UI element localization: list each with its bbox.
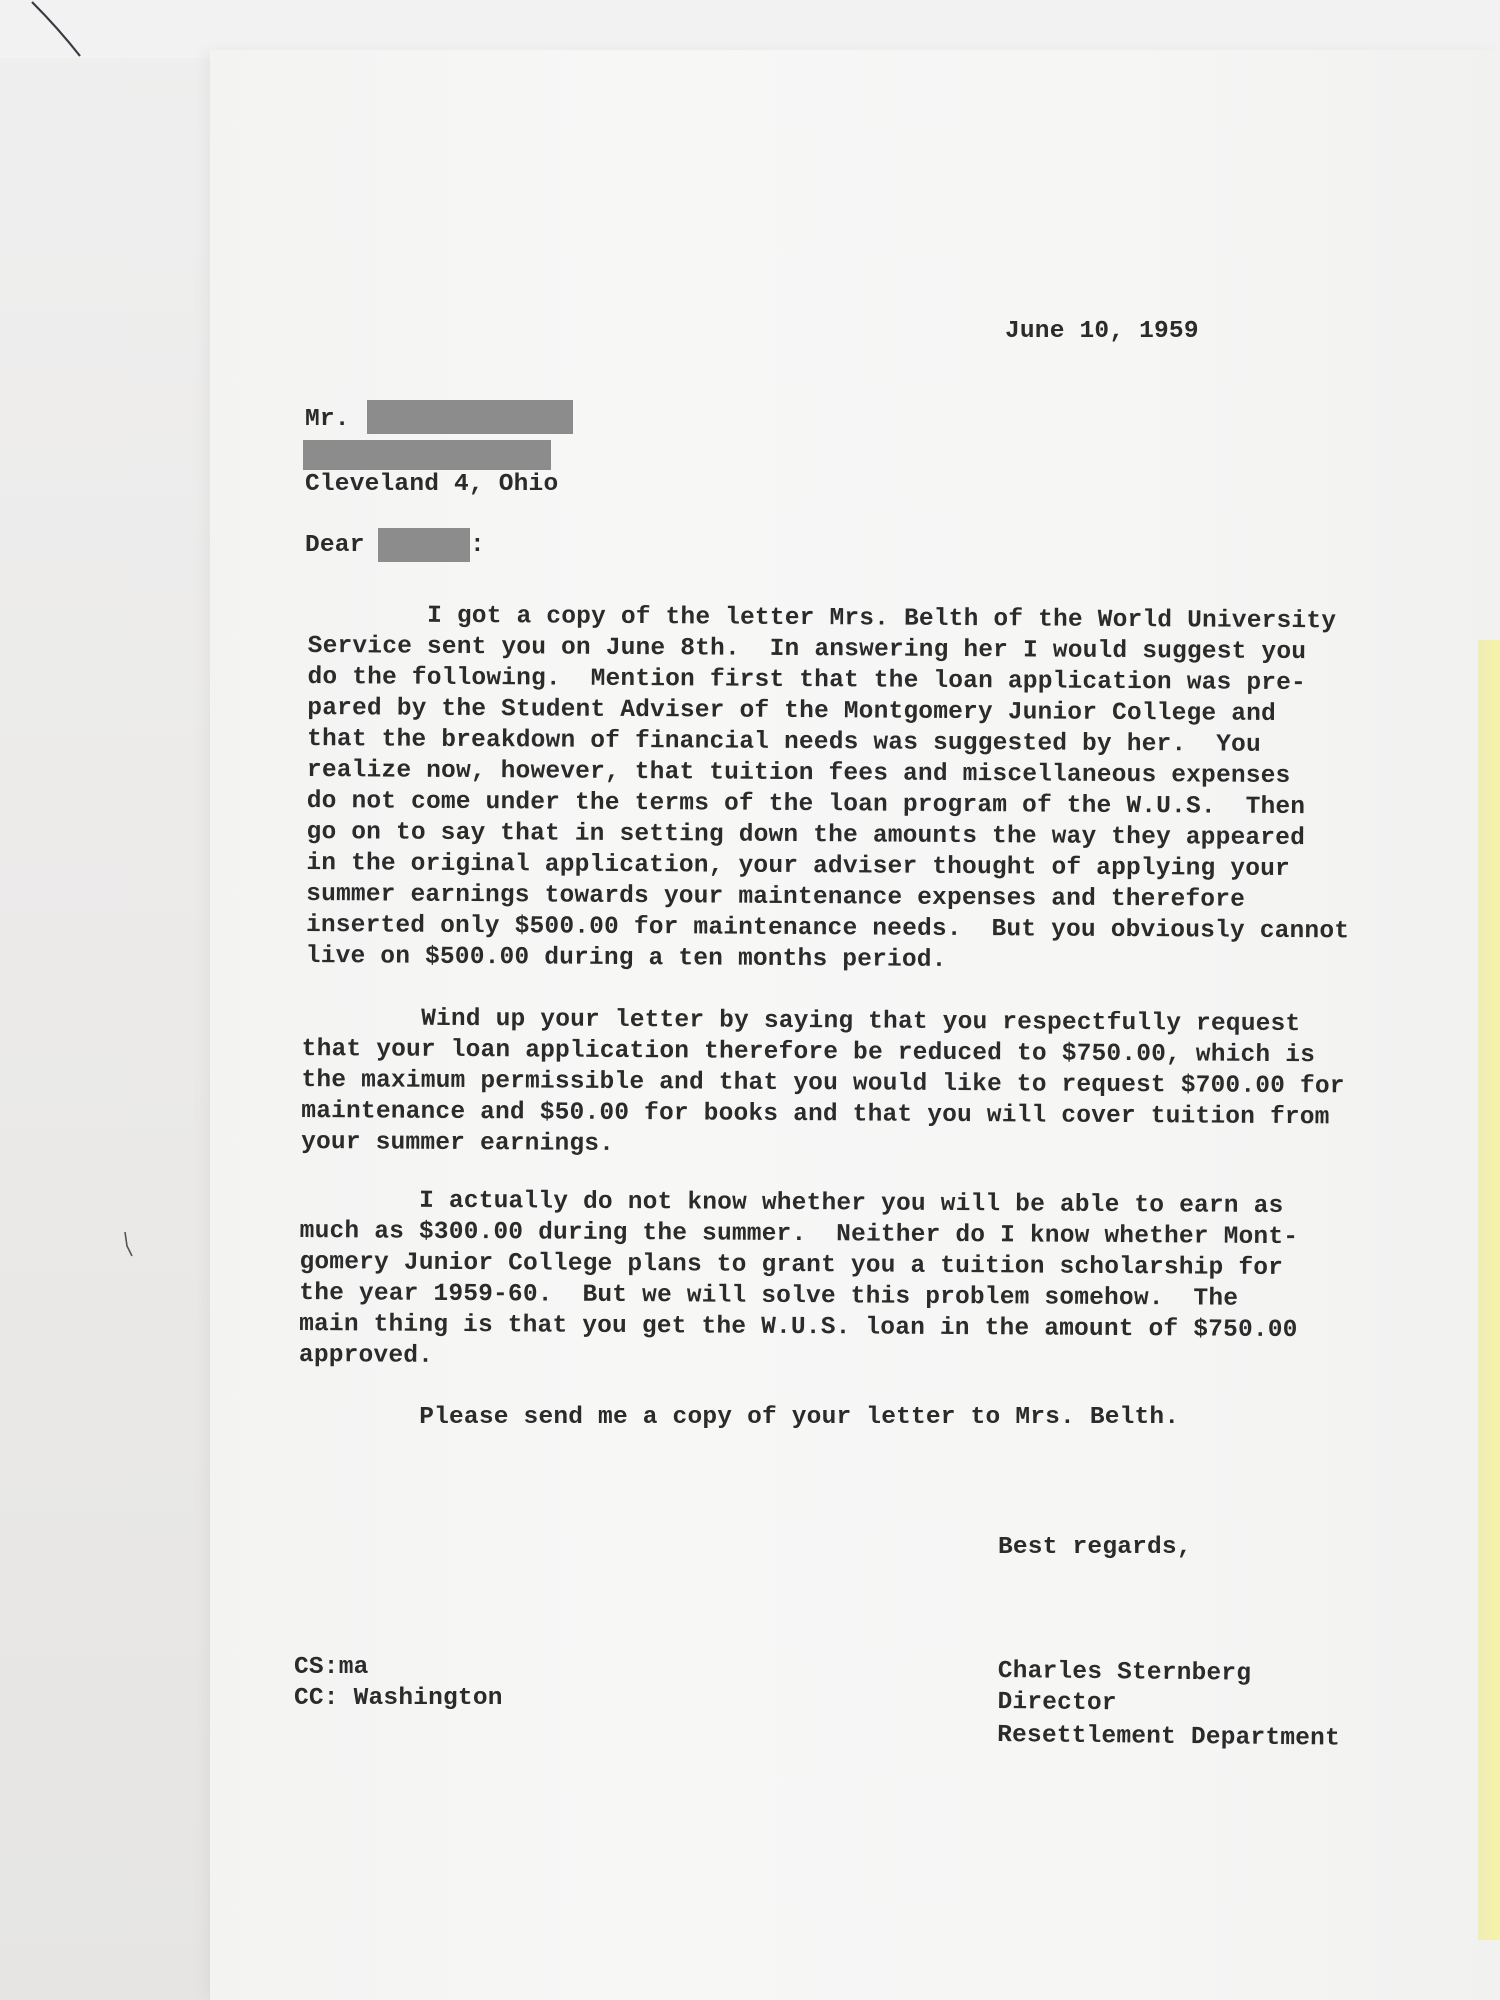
paragraph-line: gomery Junior College plans to grant you a tuition scholarship for: [299, 1248, 1284, 1283]
paragraph-line: summer earnings towards your maintenance expenses and therefore: [306, 880, 1246, 914]
paragraph-line: much as $300.00 during the summer. Neither do I know whether Mont-: [299, 1217, 1299, 1252]
paragraph-line: Please send me a copy of your letter to Mrs. Belth.: [300, 1404, 1180, 1431]
paragraph-line: live on $500.00 during a ten months period.: [305, 942, 947, 974]
paragraph-line: I got a copy of the letter Mrs. Belth of the World University: [307, 601, 1337, 636]
greeting-word: Dear: [305, 532, 365, 559]
recipient-city: Cleveland 4, Ohio: [305, 471, 559, 498]
paragraph-line: do the following. Mention first that the loan application was pre-: [307, 663, 1307, 698]
paragraph-line: the maximum permissible and that you would like to request $700.00 for: [301, 1066, 1345, 1101]
carbon-copy: CC: Washington: [294, 1685, 503, 1712]
paragraph-line: main thing is that you get the W.U.S. loan in the amount of $750.00: [299, 1310, 1298, 1345]
redacted-greeting-name: [378, 528, 470, 562]
paragraph-line: Wind up your letter by saying that you respectfully request: [301, 1004, 1301, 1039]
paragraph-line: inserted only $500.00 for maintenance needs. But you obviously cannot: [305, 911, 1350, 946]
paragraph-line: do not come under the terms of the loan program of the W.U.S. Then: [306, 787, 1306, 822]
signer-department: Resettlement Department: [997, 1721, 1341, 1753]
greeting-punct: :: [470, 532, 485, 559]
paragraph-line: in the original application, your adviser thought of applying your: [306, 849, 1291, 884]
paragraph-line: that your loan application therefore be reduced to $750.00, which is: [301, 1035, 1316, 1070]
paragraph-line: I actually do not know whether you will be able to earn as: [299, 1187, 1284, 1221]
paragraph-4: [300, 1402, 1180, 1495]
redacted-recipient-name: [367, 400, 573, 434]
letter-date: June 10, 1959: [1005, 318, 1199, 345]
paragraph-line: maintenance and $50.00 for books and that you will cover tuition from: [301, 1097, 1330, 1132]
closing: Best regards,: [998, 1534, 1192, 1561]
typist-initials: CS:ma: [294, 1654, 369, 1681]
paragraph-line: pared by the Student Adviser of the Montgomery Junior College and: [307, 694, 1277, 728]
paragraph-line: the year 1959-60. But we will solve this problem somehow. The: [299, 1279, 1239, 1313]
initials-block: [294, 1652, 503, 1776]
paragraph-line: your summer earnings.: [301, 1128, 615, 1158]
yellow-sheet-edge: [1478, 640, 1500, 1940]
paragraph-line: that the breakdown of financial needs was suggested by her. You: [307, 725, 1261, 759]
signer-title: Director: [997, 1688, 1117, 1718]
signature-block: [996, 1656, 1341, 1812]
paragraph-line: go on to say that in setting down the amounts the way they appeared: [306, 818, 1306, 853]
paragraph-line: approved.: [298, 1341, 434, 1370]
paragraph-line: realize now, however, that tuition fees and miscellaneous expenses: [306, 756, 1291, 791]
stray-mark: [122, 1230, 134, 1260]
signer-name: Charles Sternberg: [997, 1657, 1252, 1688]
paragraph-line: Service sent you on June 8th. In answering her I would suggest you: [307, 632, 1307, 667]
recipient-prefix: Mr.: [305, 406, 350, 433]
redacted-street-address: [303, 440, 551, 470]
pen-mark: [28, 0, 88, 60]
